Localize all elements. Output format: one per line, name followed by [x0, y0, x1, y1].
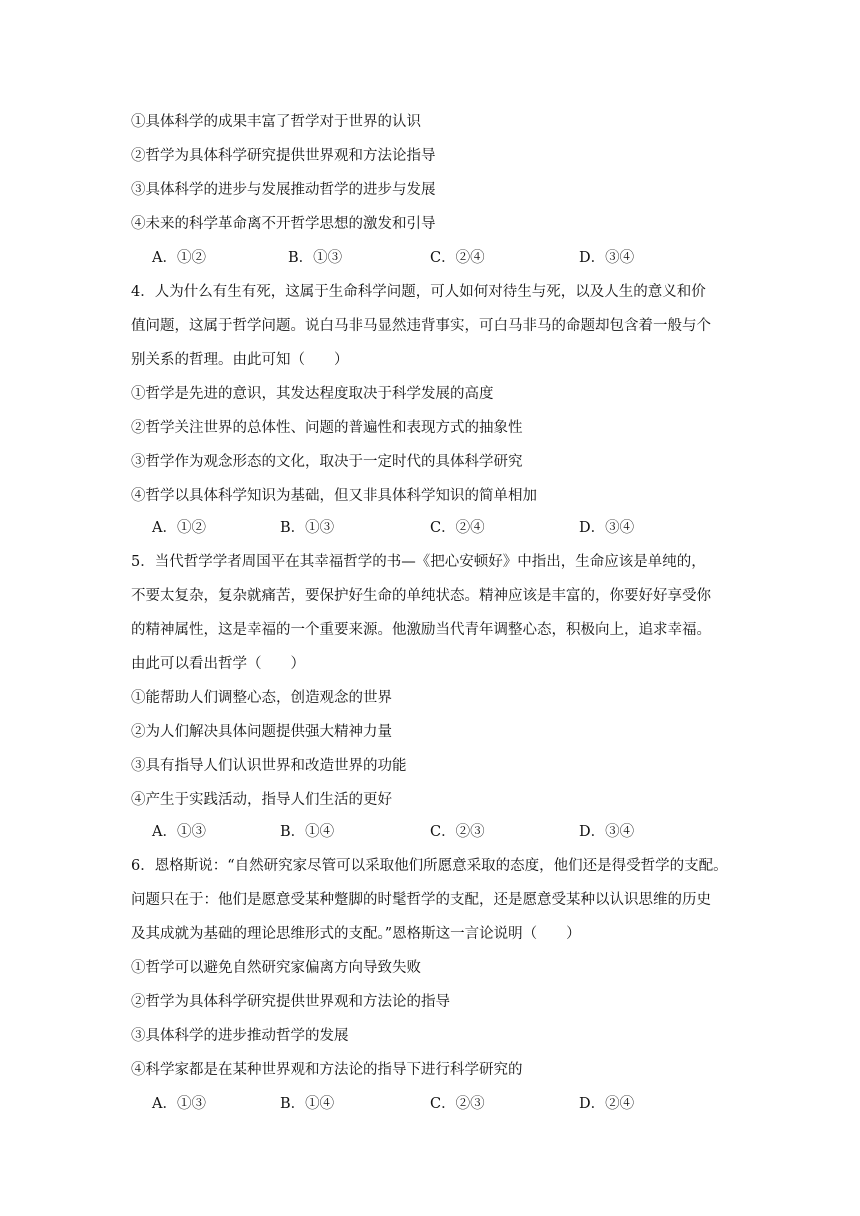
q4-statement-1: ①哲学是先进的意识，其发达程度取决于科学发展的高度 [131, 386, 494, 402]
q4-stem-line-2: 值问题，这属于哲学问题。说白马非马显然违背事实，可白马非马的命题却包含着一般与个 [131, 318, 711, 334]
q3-option-a: A．①② [152, 250, 206, 266]
q5-stem-line-1: 5．当代哲学学者周国平在其幸福哲学的书—《把心安顿好》中指出，生命应该是单纯的， [131, 554, 706, 570]
q5-stem-line-2: 不要太复杂，复杂就痛苦，要保护好生命的单纯状态。精神应该是丰富的，你要好好享受你 [131, 588, 711, 604]
q6-option-b: B．①④ [280, 1096, 335, 1112]
q6-stem-line-2: 问题只在于：他们是愿意受某种蹩脚的时髦哲学的支配，还是愿意受某种以认识思维的历史 [131, 892, 711, 908]
q5-option-a: A．①③ [152, 824, 206, 840]
q6-statement-2: ②哲学为具体科学研究提供世界观和方法论的指导 [131, 994, 450, 1010]
q4-option-c: C．②④ [430, 520, 485, 536]
q5-statement-1: ①能帮助人们调整心态，创造观念的世界 [131, 690, 392, 706]
q4-option-a: A．①② [152, 520, 206, 536]
q6-option-d: D．②④ [579, 1096, 635, 1112]
q3-statement-2: ②哲学为具体科学研究提供世界观和方法论指导 [131, 148, 436, 164]
q4-option-d: D．③④ [579, 520, 635, 536]
q4-statement-3: ③哲学作为观念形态的文化，取决于一定时代的具体科学研究 [131, 454, 523, 470]
q6-stem-line-3: 及其成就为基础的理论思维形式的支配。”恩格斯这一言论说明（ ） [131, 926, 581, 942]
q6-statement-4: ④科学家都是在某种世界观和方法论的指导下进行科学研究的 [131, 1062, 523, 1078]
q6-statement-3: ③具体科学的进步推动哲学的发展 [131, 1028, 349, 1044]
q3-option-d: D．③④ [579, 250, 635, 266]
q3-statement-4: ④未来的科学革命离不开哲学思想的激发和引导 [131, 216, 436, 232]
q6-stem-line-1: 6．恩格斯说：“自然研究家尽管可以采取他们所愿意采取的态度，他们还是得受哲学的支配。 [131, 858, 728, 874]
q3-statement-1: ①具体科学的成果丰富了哲学对于世界的认识 [131, 114, 421, 130]
q3-statement-3: ③具体科学的进步与发展推动哲学的进步与发展 [131, 182, 436, 198]
q5-option-b: B．①④ [280, 824, 335, 840]
q4-statement-4: ④哲学以具体科学知识为基础，但又非具体科学知识的简单相加 [131, 488, 537, 504]
q5-statement-4: ④产生于实践活动，指导人们生活的更好 [131, 792, 392, 808]
q5-option-d: D．③④ [579, 824, 635, 840]
q3-option-b: B．①③ [288, 250, 343, 266]
q4-stem-line-1: 4．人为什么有生有死，这属于生命科学问题，可人如何对待生与死，以及人生的意义和价 [131, 284, 706, 300]
q4-stem-line-3: 别关系的哲理。由此可知（ ） [131, 352, 349, 368]
q5-stem-line-4: 由此可以看出哲学（ ） [131, 656, 305, 672]
q5-stem-line-3: 的精神属性，这是幸福的一个重要来源。他激励当代青年调整心态，积极向上，追求幸福。 [131, 622, 711, 638]
q4-statement-2: ②哲学关注世界的总体性、问题的普遍性和表现方式的抽象性 [131, 420, 523, 436]
q4-option-b: B．①③ [280, 520, 335, 536]
q5-option-c: C．②③ [430, 824, 485, 840]
q6-option-c: C．②③ [430, 1096, 485, 1112]
q6-option-a: A．①③ [152, 1096, 206, 1112]
q5-statement-3: ③具有指导人们认识世界和改造世界的功能 [131, 758, 407, 774]
q3-option-c: C．②④ [430, 250, 485, 266]
q6-statement-1: ①哲学可以避免自然研究家偏离方向导致失败 [131, 960, 421, 976]
q5-statement-2: ②为人们解决具体问题提供强大精神力量 [131, 724, 392, 740]
